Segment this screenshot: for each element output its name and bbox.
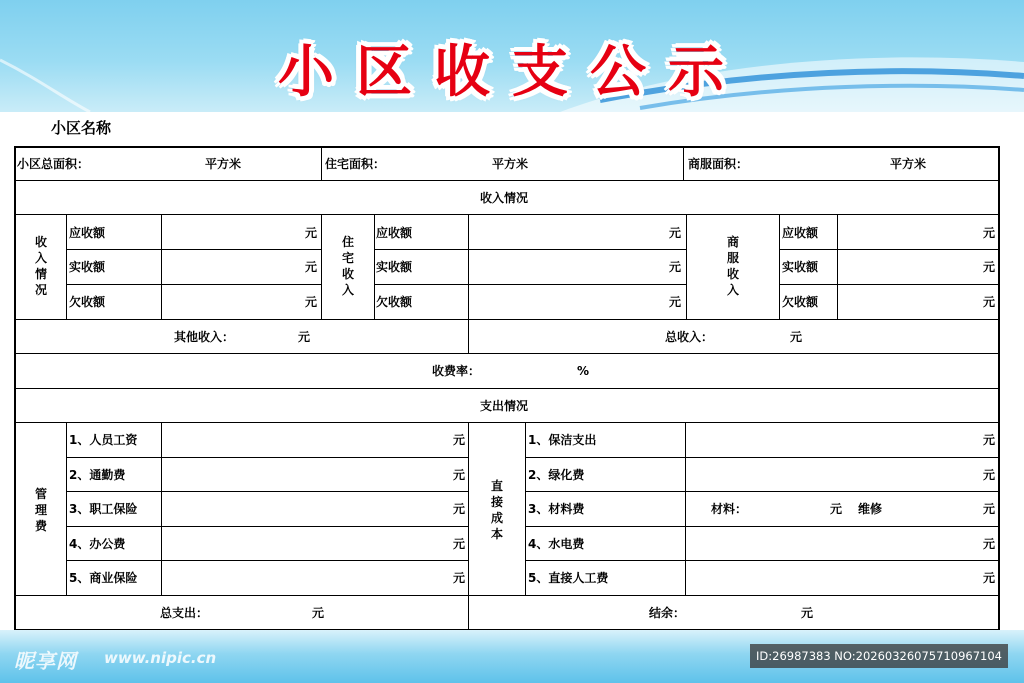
page-title: 小区收支公示	[278, 40, 746, 105]
direct-cost-item: 4、水电费	[528, 537, 585, 551]
total-area-unit: 平方米	[205, 157, 242, 171]
management-item: 1、人员工资	[69, 433, 138, 447]
collection-rate-unit: %	[577, 364, 590, 378]
repair-label: 维修	[858, 502, 883, 516]
commercial-unit: 元	[983, 295, 996, 309]
residential-row-arrears: 欠收额	[376, 295, 413, 309]
direct-cost-unit: 元	[983, 537, 996, 551]
residential-area-label: 住宅面积：	[325, 157, 386, 171]
commercial-row-receivable: 应收额	[782, 226, 819, 240]
finance-table	[14, 146, 999, 630]
management-unit: 元	[453, 502, 466, 516]
management-unit: 元	[453, 537, 466, 551]
direct-cost-unit: 元	[983, 502, 996, 516]
other-income-unit: 元	[298, 330, 311, 344]
watermark-logo: 昵享网	[14, 649, 77, 673]
residential-unit: 元	[669, 260, 682, 274]
residential-row-receivable: 应收额	[376, 226, 413, 240]
commercial-unit: 元	[983, 260, 996, 274]
total-area-label: 小区总面积：	[17, 157, 90, 171]
total-expense-label: 总支出：	[160, 606, 209, 620]
watermark-url: www.nipic.cn	[104, 649, 217, 667]
management-unit: 元	[453, 571, 466, 585]
collection-rate-label: 收费率：	[432, 364, 481, 378]
material-label: 材料：	[711, 502, 748, 516]
commercial-area-label: 商服面积：	[688, 157, 749, 171]
residential-unit: 元	[669, 226, 682, 240]
direct-cost-item: 5、直接人工费	[528, 571, 609, 585]
residential-area-unit: 平方米	[492, 157, 529, 171]
balance-label: 结余：	[649, 606, 686, 620]
management-unit: 元	[453, 433, 466, 447]
other-income-label: 其他收入：	[174, 330, 235, 344]
total-income-label: 总收入：	[665, 330, 714, 344]
residential-unit: 元	[669, 295, 682, 309]
commercial-income-group-label: 商服收入	[726, 235, 739, 297]
direct-cost-item: 1、保洁支出	[528, 433, 597, 447]
management-item: 2、通勤费	[69, 468, 126, 482]
expense-section-title: 支出情况	[480, 399, 529, 413]
community-name-label: 小区名称	[51, 119, 112, 137]
management-item: 4、办公费	[69, 537, 126, 551]
income-unit: 元	[305, 295, 318, 309]
income-row-received: 实收额	[69, 260, 106, 274]
total-income-unit: 元	[790, 330, 803, 344]
income-row-arrears: 欠收额	[69, 295, 106, 309]
commercial-area-unit: 平方米	[890, 157, 927, 171]
commercial-row-arrears: 欠收额	[782, 295, 819, 309]
residential-row-received: 实收额	[376, 260, 413, 274]
management-item: 3、职工保险	[69, 502, 138, 516]
watermark-id: ID:26987383 NO:20260326075710967104	[750, 644, 1008, 668]
material-unit: 元	[830, 502, 843, 516]
direct-cost-unit: 元	[983, 468, 996, 482]
direct-cost-unit: 元	[983, 433, 996, 447]
total-expense-unit: 元	[312, 606, 325, 620]
balance-unit: 元	[801, 606, 814, 620]
management-unit: 元	[453, 468, 466, 482]
commercial-row-received: 实收额	[782, 260, 819, 274]
direct-cost-group-label: 直接成本	[490, 479, 503, 541]
commercial-unit: 元	[983, 226, 996, 240]
income-unit: 元	[305, 260, 318, 274]
residential-income-group-label: 住宅收入	[341, 235, 354, 297]
direct-cost-item: 2、绿化费	[528, 468, 585, 482]
management-item: 5、商业保险	[69, 571, 138, 585]
direct-cost-item: 3、材料费	[528, 502, 585, 516]
management-group-label: 管理费	[34, 487, 47, 533]
income-row-receivable: 应收额	[69, 226, 106, 240]
direct-cost-unit: 元	[983, 571, 996, 585]
income-unit: 元	[305, 226, 318, 240]
income-group-label: 收入情况	[34, 235, 47, 297]
income-section-title: 收入情况	[480, 191, 529, 205]
